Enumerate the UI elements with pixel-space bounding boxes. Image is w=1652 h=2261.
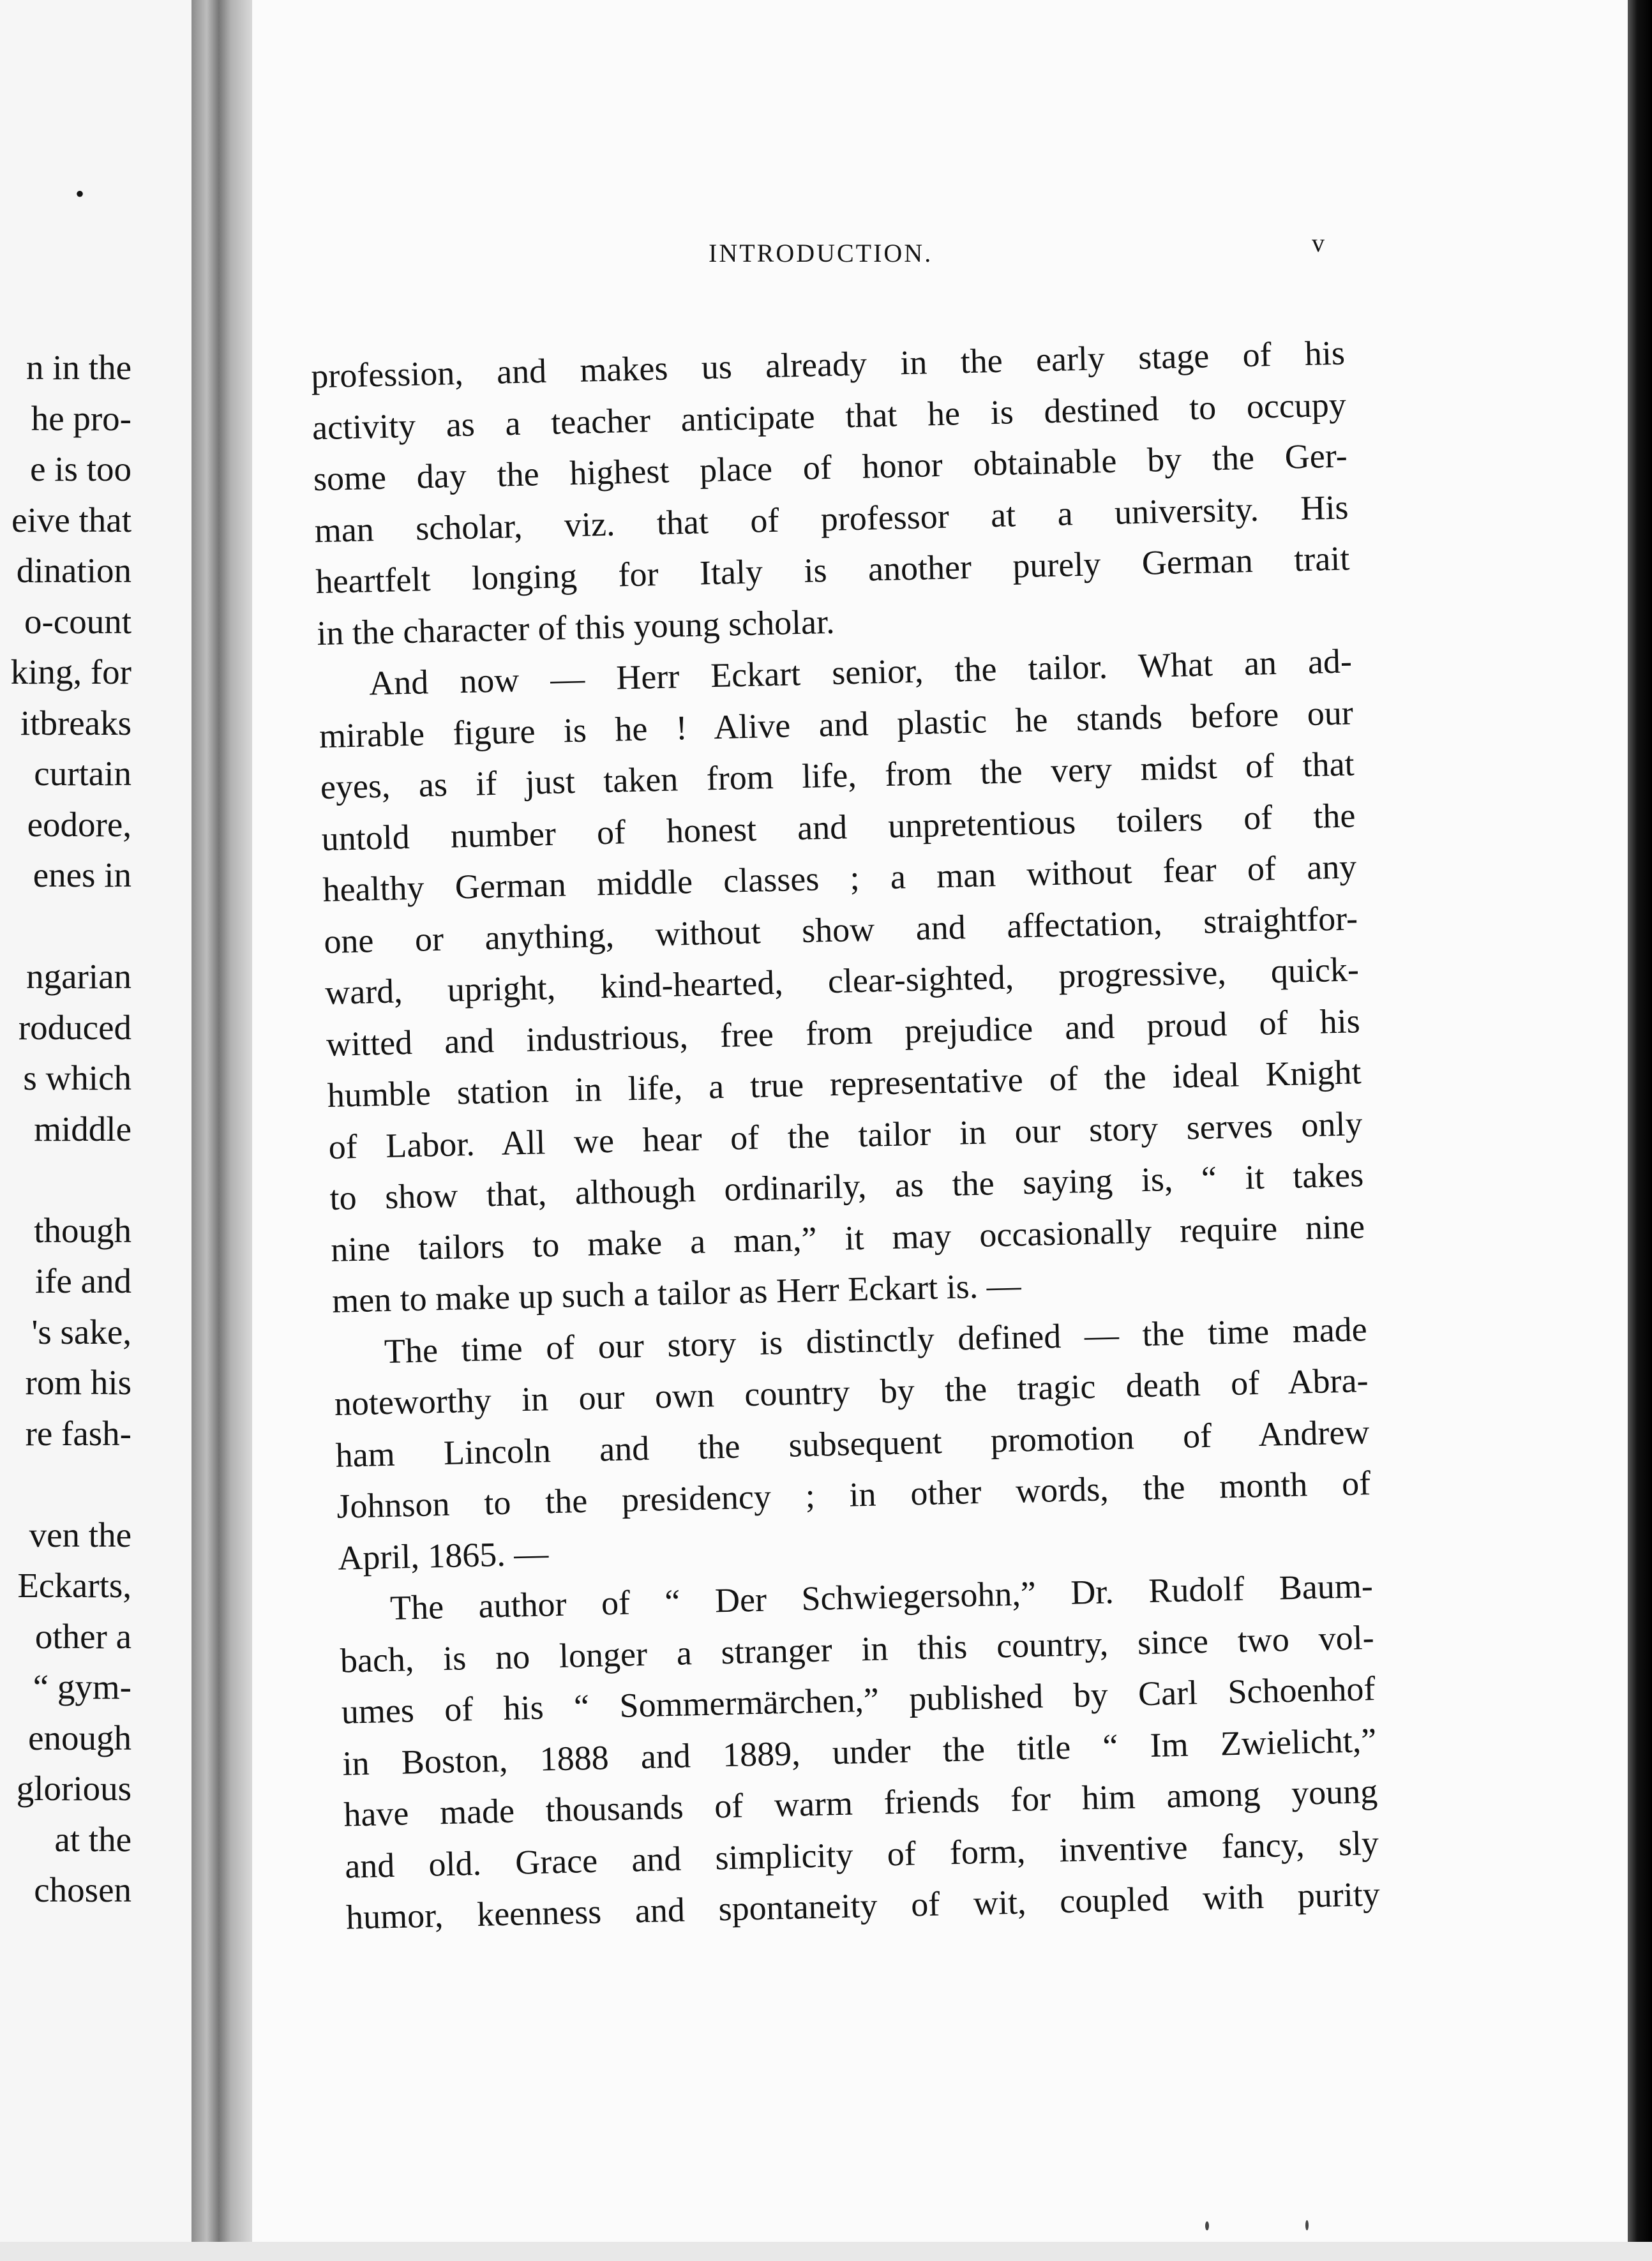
text-line: ham Lincoln and the subsequent promotion of Andrew: [334, 1412, 1370, 1475]
text-line: some day the highest place of honor obtainable by the Ger-: [313, 436, 1348, 499]
text-line: profession, and makes us already in the early stage of his: [310, 333, 1346, 396]
previous-page-line: “ gym-: [33, 1667, 131, 1706]
text-line: of Labor. All we hear of the tailor in our story serves only: [328, 1104, 1363, 1166]
previous-page-line: itbreaks: [20, 703, 131, 742]
text-line: and old. Grace and simplicity of form, inventive fancy, sly: [344, 1823, 1379, 1886]
previous-page-line: enes in: [33, 855, 131, 894]
text-line: eyes, as if just taken from life, from the very midst of that: [320, 744, 1355, 807]
previous-page-line: dination: [16, 551, 131, 590]
previous-page-line: eodore,: [27, 804, 131, 844]
text-line: umes of his “ Sommermärchen,” published by Carl Schoenhof: [341, 1669, 1376, 1731]
previous-page-line: o-count: [24, 601, 131, 641]
previous-page-line: ven the: [29, 1515, 131, 1554]
previous-page-line: chosen: [34, 1870, 131, 1909]
text-line: Johnson to the presidency ; in other words, the month of: [336, 1464, 1371, 1526]
previous-page-line: s which: [23, 1058, 131, 1097]
previous-page-line: glorious: [16, 1769, 131, 1808]
text-line: bach, is no longer a stranger in this country, since two vol-: [340, 1618, 1375, 1680]
text-line: humble station in life, a true representative of the ideal Knight: [327, 1053, 1362, 1115]
text-line: untold number of honest and unpretentious toilers of the: [321, 795, 1356, 858]
previous-page-line: ife and: [34, 1261, 131, 1300]
text-line: to show that, although ordinarily, as the saying is, “ it takes: [329, 1155, 1364, 1217]
text-line: April, 1865. —: [337, 1533, 549, 1577]
previous-page-line: though: [34, 1210, 131, 1250]
text-line: The time of our story is distinctly defined — the time made: [384, 1309, 1368, 1371]
text-line: healthy German middle classes ; a man without fear of any: [322, 847, 1357, 910]
previous-page-line: curtain: [34, 754, 131, 793]
previous-page-line: he pro-: [31, 398, 131, 438]
text-line: in Boston, 1888 and 1889, under the title “ Im Zwielicht,”: [342, 1720, 1377, 1783]
running-head: INTRODUCTION.: [709, 239, 933, 267]
previous-page-line: 's sake,: [31, 1312, 131, 1351]
previous-page-line: ngarian: [26, 957, 131, 996]
page-number: v: [1312, 229, 1325, 257]
text-line: The author of “ Der Schwiegersohn,” Dr. Rudolf Baum-: [389, 1566, 1374, 1627]
text-line: have made thousands of warm friends for him among young: [343, 1771, 1378, 1834]
text-line: mirable figure is he ! Alive and plastic he stands before our: [319, 693, 1354, 755]
previous-page-line: at the: [54, 1819, 131, 1859]
text-line: And now — Herr Eckart senior, the tailor. What an ad-: [368, 642, 1353, 703]
previous-page-line: middle: [34, 1109, 131, 1148]
text-line: witted and industrious, free from prejudice and proud of his: [326, 1001, 1361, 1063]
previous-page-line: king, for: [10, 652, 131, 691]
previous-page-line: re fash-: [25, 1413, 131, 1453]
text-line: nine tailors to make a man,” it may occasionally require nine: [330, 1206, 1365, 1269]
text-line: heartfelt longing for Italy is another purely German trait: [315, 539, 1350, 601]
previous-page-line: enough: [28, 1718, 131, 1757]
previous-page-line: e is too: [30, 449, 131, 488]
text-line: activity as a teacher anticipate that he is destined to occupy: [312, 384, 1347, 447]
scan-speck: [1205, 2221, 1209, 2230]
page-mark: •: [75, 179, 85, 208]
text-line: noteworthy in our own country by the tragic death of Abra-: [334, 1361, 1369, 1423]
previous-page-line: n in the: [26, 348, 131, 387]
previous-page-line: Eckarts,: [17, 1566, 131, 1605]
previous-page-line: rom his: [25, 1363, 131, 1402]
previous-page-line: eive that: [11, 500, 131, 539]
text-line: one or anything, without show and affectation, straightfor-: [323, 898, 1358, 961]
text-line: in the character of this young scholar.: [316, 602, 836, 652]
previous-page-line: other a: [34, 1616, 131, 1656]
text-line: man scholar, viz. that of professor at a university. His: [314, 487, 1349, 550]
previous-page-line: roduced: [18, 1007, 131, 1047]
text-line: humor, keenness and spontaneity of wit, coupled with purity: [345, 1874, 1381, 1937]
text-line: men to make up such a tailor as Herr Eckart is. —: [331, 1266, 1022, 1320]
text-line: ward, upright, kind-hearted, clear-sighted, progressive, quick-: [324, 950, 1360, 1012]
scan-speck: [1305, 2220, 1309, 2230]
